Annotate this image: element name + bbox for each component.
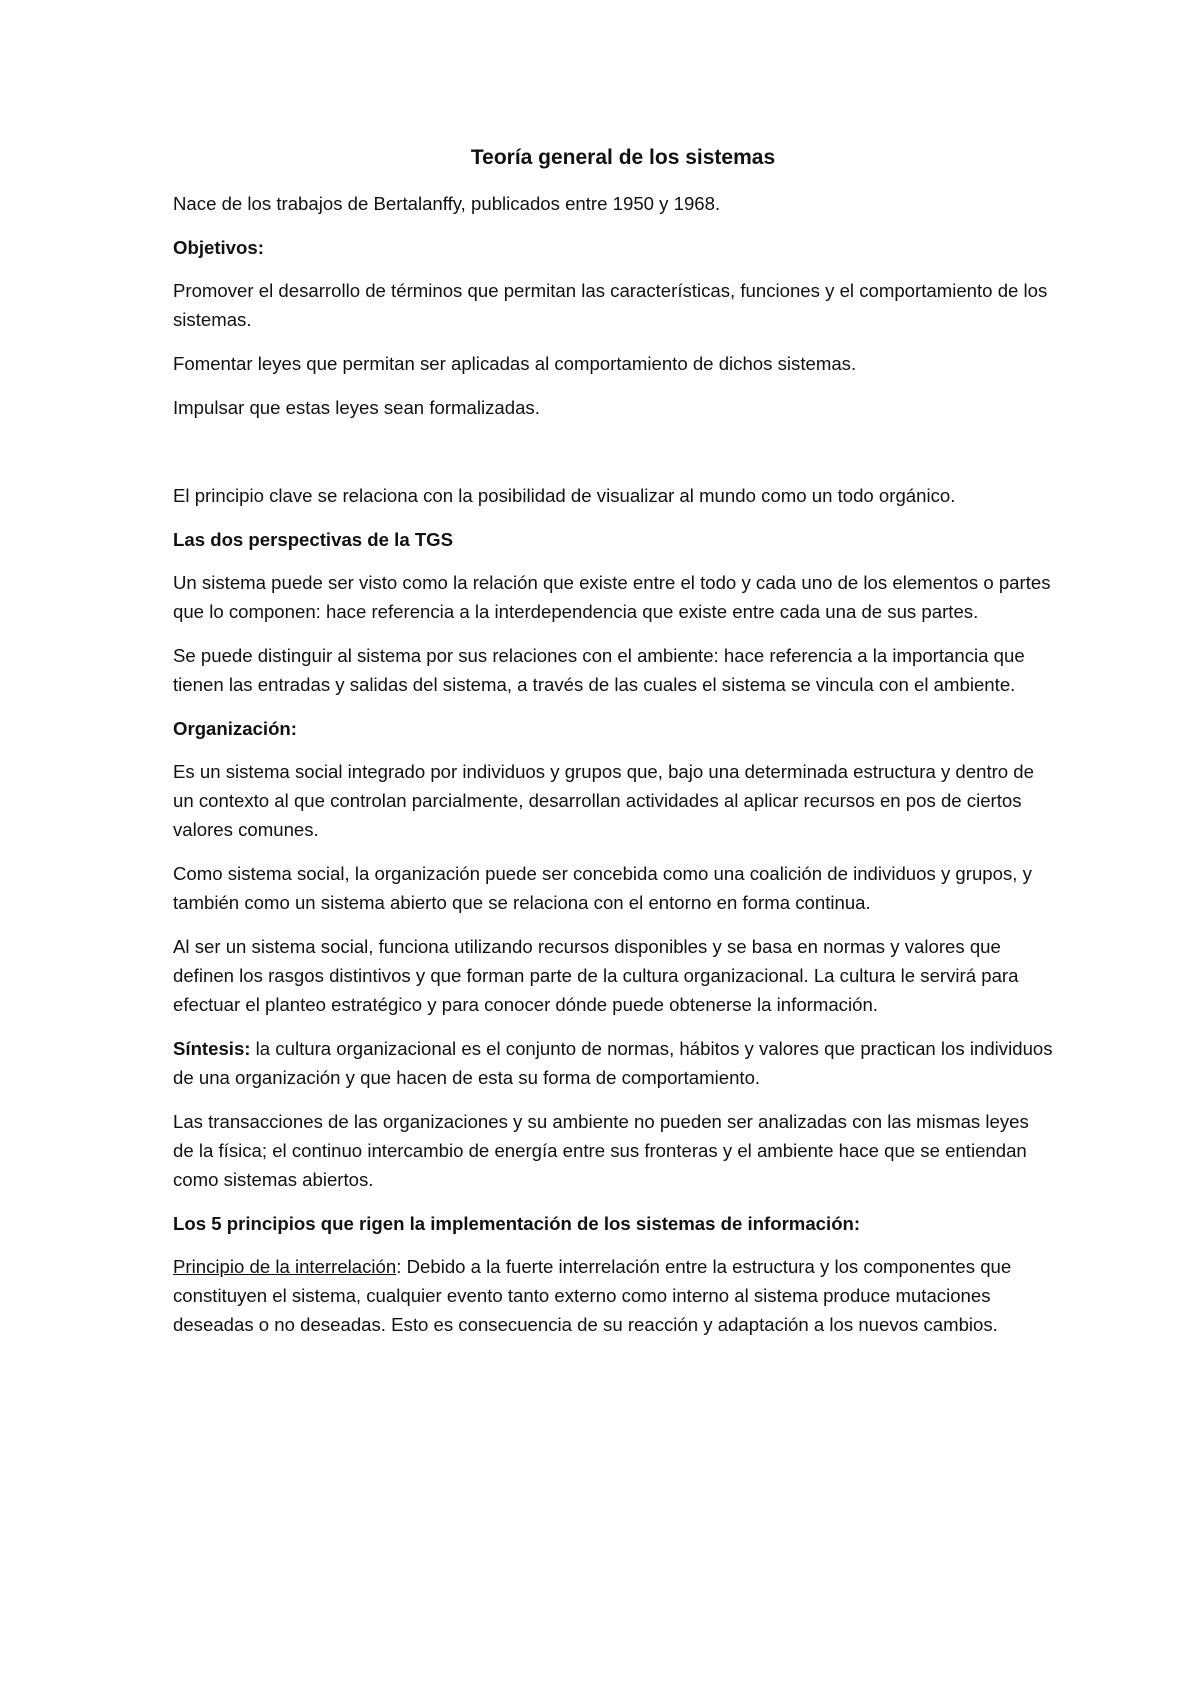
organizacion-paragraph: Al ser un sistema social, funciona utilizando recursos disponibles y se basa en normas y valores que definen los rasgos distintivos y que forman parte de la cultura organizacional. La cultura le servirá para efectuar el planteo estratégico y para conocer dónde puede obtenerse la información. [173, 936, 1019, 1015]
organizacion-heading: Organización: [173, 718, 297, 739]
principios-heading: Los 5 principios que rigen la implementación de los sistemas de información: [173, 1213, 861, 1234]
perspectivas-heading: Las dos perspectivas de la TGS [173, 529, 454, 550]
blank-line [173, 437, 1053, 481]
interrelacion-paragraph [173, 1252, 1053, 1339]
objetivos-heading: Objetivos: [173, 237, 264, 258]
intro-paragraph: Nace de los trabajos de Bertalanffy, publicados entre 1950 y 1968. [173, 193, 721, 214]
organizacion-paragraph: Como sistema social, la organización puede ser concebida como una coalición de individuos y grupos, y también como un sistema abierto que se relaciona con el entorno en forma continua. [173, 863, 1032, 913]
objetivo-item: Fomentar leyes que permitan ser aplicadas al comportamiento de dichos sistemas. [173, 353, 857, 374]
document-body [173, 143, 1053, 1354]
interrelacion-text: : Debido a la fuerte interrelación entre la estructura y los componentes que constituyen el sistema, cualquier evento tanto externo como interno al sistema produce mutaciones deseadas o no deseadas. Esto es consecuencia de su reacción y adaptación a los nuevos cambios. [173, 1256, 1012, 1335]
organizacion-paragraph: Es un sistema social integrado por individuos y grupos que, bajo una determinada estructura y dentro de un contexto al que controlan parcialmente, desarrollan actividades al aplicar recursos en pos de ciertos valores comunes. [173, 761, 1034, 840]
principio-clave-paragraph: El principio clave se relaciona con la posibilidad de visualizar al mundo como un todo orgánico. [173, 485, 956, 506]
sintesis-text: la cultura organizacional es el conjunto de normas, hábitos y valores que practican los individuos de una organización y que hacen de esta su forma de comportamiento. [173, 1038, 1053, 1088]
sintesis-paragraph [173, 1034, 1053, 1092]
transacciones-paragraph: Las transacciones de las organizaciones y su ambiente no pueden ser analizadas con las mismas leyes de la física; el continuo intercambio de energía entre sus fronteras y el ambiente hace que se entiendan como sistemas abiertos. [173, 1111, 1029, 1190]
sintesis-label: Síntesis: [173, 1038, 251, 1059]
objetivo-item: Impulsar que estas leyes sean formalizadas. [173, 397, 540, 418]
perspectiva-paragraph: Un sistema puede ser visto como la relación que existe entre el todo y cada uno de los elementos o partes que lo componen: hace referencia a la interdependencia que existe entre cada una de sus partes. [173, 572, 1051, 622]
interrelacion-label: Principio de la interrelación [173, 1256, 397, 1277]
objetivo-item: Promover el desarrollo de términos que permitan las características, funciones y el comportamiento de los sistemas. [173, 280, 1048, 330]
page-title: Teoría general de los sistemas [470, 146, 776, 169]
perspectiva-paragraph: Se puede distinguir al sistema por sus relaciones con el ambiente: hace referencia a la importancia que tienen las entradas y salidas del sistema, a través de las cuales el sistema se vincula con el ambiente. [173, 645, 1025, 695]
